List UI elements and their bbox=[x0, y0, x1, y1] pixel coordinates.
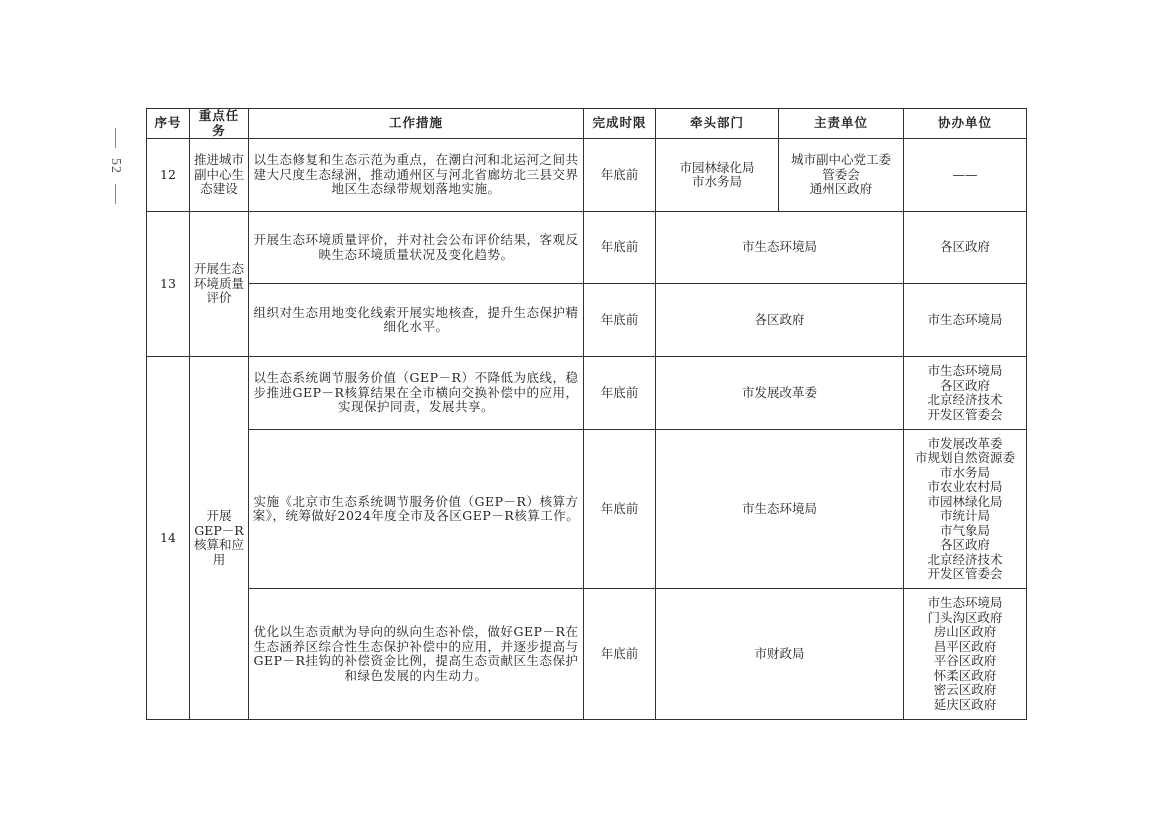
assist-line: 开发区管委会 bbox=[927, 566, 1003, 581]
table-row bbox=[147, 139, 1027, 212]
assist-line: 房山区政府 bbox=[933, 624, 997, 639]
cell-deadline: 年底前 bbox=[584, 589, 656, 720]
cell-measure: 以生态修复和生态示范为重点，在潮白河和北运河之间共建大尺度生态绿洲，推动通州区与河北省廊坊北三县交界地区生态绿带规划落地实施。 bbox=[249, 139, 584, 212]
header-no: 序号 bbox=[147, 109, 190, 139]
lead-dept-line: 市水务局 bbox=[691, 174, 742, 189]
assist-line: 各区政府 bbox=[939, 537, 990, 552]
cell-measure: 组织对生态用地变化线索开展实地核查，提升生态保护精细化水平。 bbox=[249, 284, 584, 357]
cell-assisting-unit: —— bbox=[904, 139, 1027, 212]
cell-measure: 开展生态环境质量评价，并对社会公布评价结果，客观反映生态环境质量状况及变化趋势。 bbox=[249, 212, 584, 284]
table-row bbox=[147, 589, 1027, 720]
assist-line: 市水务局 bbox=[939, 464, 990, 480]
cell-no: 13 bbox=[147, 212, 190, 357]
cell-measure: 实施《北京市生态系统调节服务价值（GEP－R）核算方案》，统筹做好2024年度全市及各区GEP－R核算工作。 bbox=[249, 430, 584, 589]
cell-assisting-unit bbox=[904, 589, 1027, 720]
table-row bbox=[147, 430, 1027, 589]
page-number-rule-top bbox=[115, 128, 116, 148]
assist-line: 门头沟区政府 bbox=[927, 609, 1003, 625]
header-lead-dept: 牵头部门 bbox=[656, 109, 779, 139]
page-number-rule-bottom bbox=[115, 184, 116, 204]
header-responsible-unit: 主责单位 bbox=[779, 109, 904, 139]
assist-line: 密云区政府 bbox=[933, 682, 997, 697]
assist-line: 市农业农村局 bbox=[927, 479, 1003, 494]
cell-responsible-unit bbox=[779, 139, 904, 212]
cell-task: 推进城市副中心生态建设 bbox=[190, 139, 249, 212]
cell-lead-dept bbox=[656, 139, 779, 212]
cell-lead-and-responsible: 市生态环境局 bbox=[656, 430, 904, 589]
cell-assisting-unit: 市生态环境局 bbox=[904, 284, 1027, 357]
cell-assisting-unit bbox=[904, 357, 1027, 430]
table-header-row bbox=[147, 109, 1027, 139]
table-row bbox=[147, 212, 1027, 284]
cell-measure: 优化以生态贡献为导向的纵向生态补偿，做好GEP－R在生态涵养区综合性生态保护补偿中的应用，并逐步提高与GEP－R挂钩的补偿资金比例，提高生态贡献区生态保护和绿色发展的内生动力。 bbox=[249, 589, 584, 720]
assist-line: 市统计局 bbox=[939, 508, 990, 523]
header-task: 重点任务 bbox=[190, 109, 249, 139]
cell-no: 14 bbox=[147, 357, 190, 720]
cell-task: 开展生态环境质量评价 bbox=[190, 212, 249, 357]
cell-assisting-unit bbox=[904, 430, 1027, 589]
table-row bbox=[147, 357, 1027, 430]
cell-no: 12 bbox=[147, 139, 190, 212]
assist-line: 延庆区政府 bbox=[933, 696, 997, 712]
assist-line: 市生态环境局 bbox=[927, 595, 1003, 610]
assist-line: 市发展改革委 bbox=[927, 435, 1003, 451]
assist-line: 市生态环境局 bbox=[927, 363, 1003, 378]
cell-deadline: 年底前 bbox=[584, 139, 656, 212]
task-table bbox=[146, 108, 1027, 720]
responsible-line: 管委会 bbox=[822, 166, 860, 182]
cell-measure: 以生态系统调节服务价值（GEP－R）不降低为底线，稳步推进GEP－R核算结果在全市横向交换补偿中的应用，实现保护同责，发展共享。 bbox=[249, 357, 584, 430]
assist-line: 市园林绿化局 bbox=[927, 493, 1003, 509]
responsible-line: 通州区政府 bbox=[809, 181, 873, 197]
assist-line: 昌平区政府 bbox=[933, 638, 997, 654]
lead-dept-line: 市园林绿化局 bbox=[679, 159, 755, 175]
assist-line: 北京经济技术 bbox=[927, 551, 1003, 567]
page-number: 52 bbox=[108, 158, 123, 174]
cell-deadline: 年底前 bbox=[584, 212, 656, 284]
responsible-line: 城市副中心党工委 bbox=[790, 152, 891, 168]
header-measures: 工作措施 bbox=[249, 109, 584, 139]
cell-lead-and-responsible: 市财政局 bbox=[656, 589, 904, 720]
cell-lead-and-responsible: 市生态环境局 bbox=[656, 212, 904, 284]
cell-task: 开展GEP－R核算和应用 bbox=[190, 357, 249, 720]
assist-line: 平谷区政府 bbox=[933, 653, 997, 668]
header-deadline: 完成时限 bbox=[584, 109, 656, 139]
page-number-marker bbox=[100, 128, 130, 218]
cell-lead-and-responsible: 各区政府 bbox=[656, 284, 904, 357]
assist-line: 开发区管委会 bbox=[927, 406, 1003, 422]
assist-line: 各区政府 bbox=[939, 377, 990, 393]
assist-line: 市规划自然资源委 bbox=[914, 450, 1015, 465]
assist-line: 北京经济技术 bbox=[927, 392, 1003, 407]
cell-lead-and-responsible: 市发展改革委 bbox=[656, 357, 904, 430]
header-assisting-unit: 协办单位 bbox=[904, 109, 1027, 139]
cell-deadline: 年底前 bbox=[584, 357, 656, 430]
assist-line: 怀柔区政府 bbox=[933, 667, 997, 683]
cell-assisting-unit: 各区政府 bbox=[904, 212, 1027, 284]
cell-deadline: 年底前 bbox=[584, 284, 656, 357]
assist-line: 市气象局 bbox=[939, 522, 990, 538]
table-row bbox=[147, 284, 1027, 357]
cell-deadline: 年底前 bbox=[584, 430, 656, 589]
